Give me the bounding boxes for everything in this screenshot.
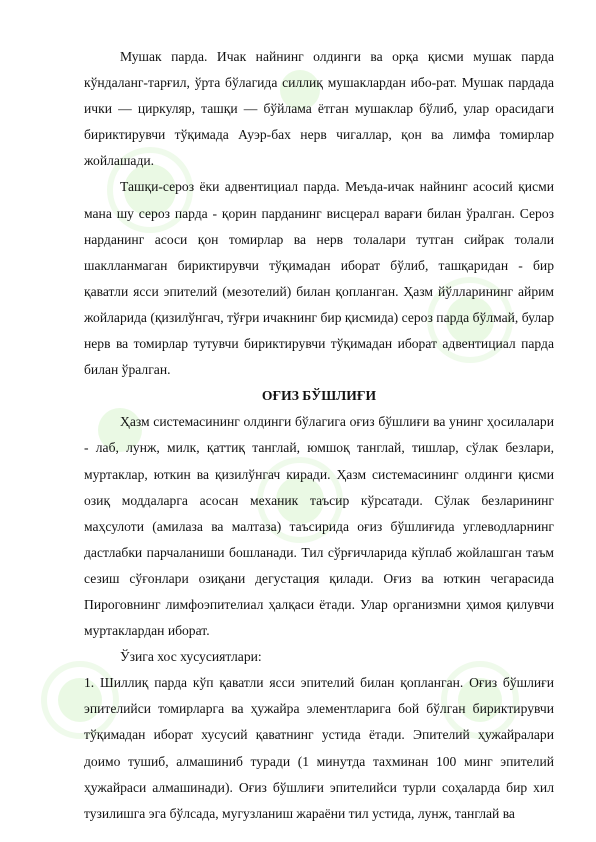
document-page [84,44,554,827]
paragraph-features-intro: Ўзига хос хусусиятлари: [120,649,262,665]
paragraph-serous-layer: Ташқи-сероз ёки адвентициал парда. Меъда-ичак найнинг асосий қисми мана шу сероз парда - қорин парданинг висцерал варағи билан ўралган. Сероз нарданинг асоси қон томирлар ва нерв толалари тутган сийрак толали шаклланмаган бириктирувчи тўқимадан иборат бўлиб, ташқаридан - бир қаватли ясси эпителий (мезотелий) билан қопланган. Ҳазм йўлларининг айрим жойларида (қизилўнгач, тўғри ичакнинг бир қисмида) сероз парда бўлмай, булар нерв ва томирлар тутувчи бириктирувчи тўқимадан иборат адвентициал парда билан ўралган. [84,179,554,378]
paragraph-muscular-layer: Мушак парда. Ичак найнинг олдинги ва орқа қисми мушак парда кўндаланг-тарғил, ўрта бўлагида силлиқ мушаклардан ибо-рат. Мушак пардада ички — циркуляр, ташқи — бўйлама ётган мушаклар бўлиб, улар орасидаги бириктирувчи тўқимада Ауэр-бах нерв чигаллар, қон ва лимфа томирлар жойлашади. [84,49,554,169]
paragraph-oral-cavity: Ҳазм системасининг олдинги бўлагига оғиз бўшлиғи ва унинг ҳосилалари - лаб, лунж, милк, қаттиқ танглай, юмшоқ танглай, тишлар, сўлак безлари, муртаклар, юткин ва қизилўнгач киради. Ҳазм системасининг олдинги қисми озиқ моддаларга асосан механик таъсир кўрсатади. Сўлак безларининг маҳсулоти (амилаза ва малтаза) таъсирида оғиз бўшлиғида углеводларнинг дастлабки парчаланиши бошланади. Тил сўрғичларида кўплаб жойлашган таъм сезиш сўғонлари озиқани дегустация қилади. Оғиз ва юткин чегарасида Пироговнинг лимфоэпителиал ҳалқаси ётади. Улар организмни ҳимоя қилувчи муртаклардан иборат. [84,414,554,639]
list-item-1: 1. Шиллиқ парда кўп қаватли ясси эпителий билан қопланган. Оғиз бўшлиғи эпителийси томирларга ва ҳужайра элементларига бой бўлган бириктирувчи тўқимадан иборат хусусий қаватнинг устида ётади. Эпителий ҳужайралари доимо тушиб, алмашиниб туради (1 минутда тахминан 100 минг эпителий ҳужайраси алмашинади). Оғиз бўшлиғи эпителийси турли соҳаларда бир хил тузилишга эга бўлсада, мугузланиш жараёни тил устида, лунж, танглай ва [84,675,554,821]
section-heading: ОҒИЗ БЎШЛИҒИ [261,388,377,404]
